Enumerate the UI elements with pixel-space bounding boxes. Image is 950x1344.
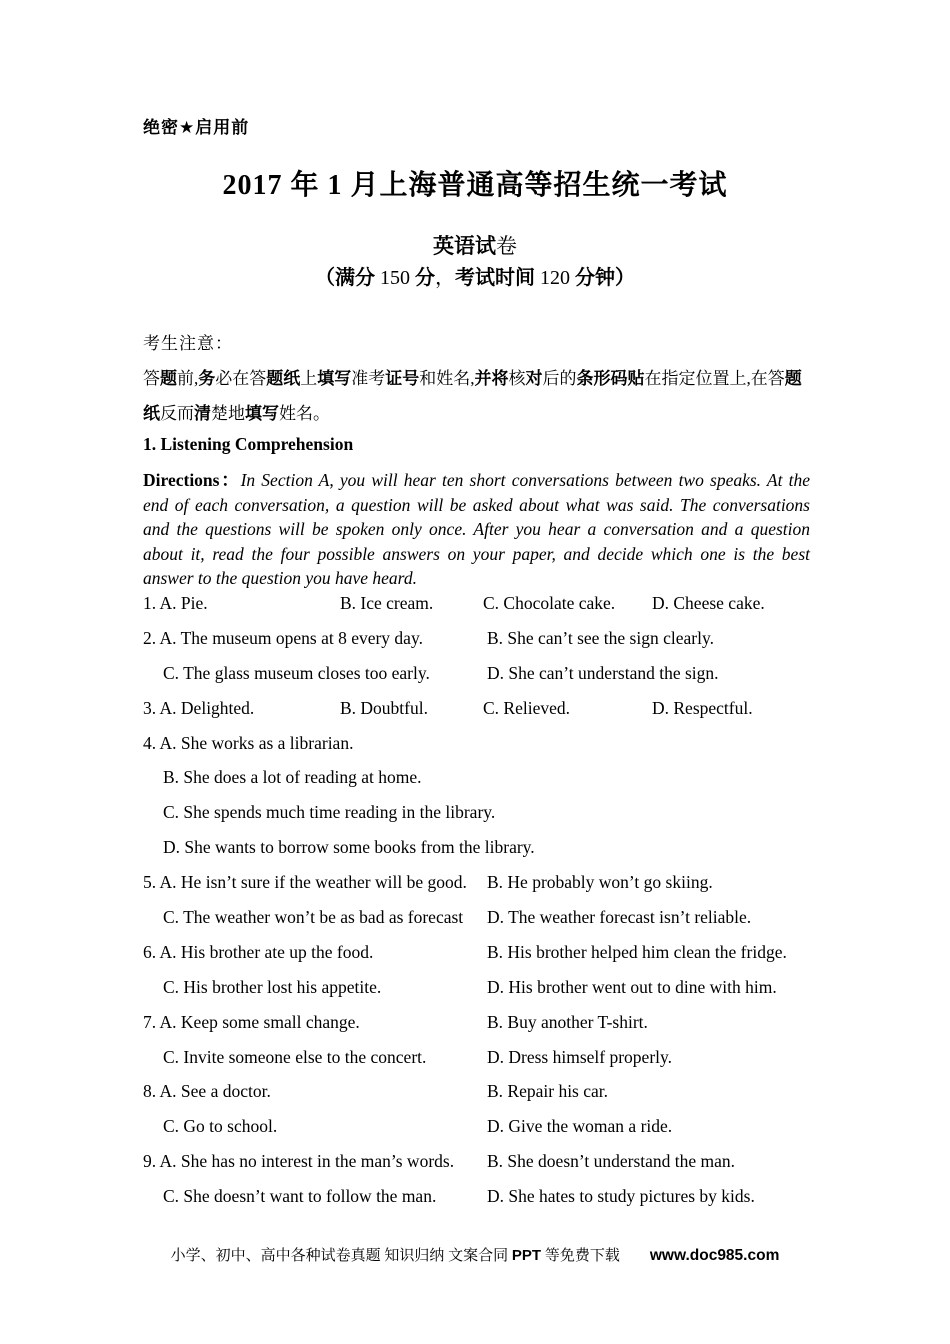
option-text: D. Cheese cake.: [652, 593, 765, 613]
question-row-3: [143, 698, 818, 733]
question-row-4c: [143, 802, 818, 837]
option-text: B. Ice cream.: [340, 593, 434, 613]
option-text: B. He probably won’t go skiing.: [487, 872, 713, 893]
directions-text: In Section A, you will hear ten short conversations between two speaks. At the end of each conversation, a question will be asked about what was said. The conversations and the questions will be spoken only once. After you hear a conversation and a question about it, read the four possible answers on your paper, and decide which one is the best answer to the question you have heard.: [143, 470, 811, 589]
question-row-1: [143, 593, 818, 628]
option-text: D. Respectful.: [652, 697, 753, 718]
exam-subtitle: 英语试卷: [433, 234, 517, 258]
option-text: 2. A. The museum opens at 8 every day.: [143, 627, 423, 648]
notice-line-1: 答题前,务必在答题纸上填写准考证号和姓名,并将核对后的条形码贴在指定位置上,在答题: [143, 369, 802, 388]
option-text: C. The weather won’t be as bad as forecast: [163, 907, 464, 928]
option-text: C. His brother lost his appetite.: [163, 976, 382, 997]
option-text: D. The weather forecast isn’t reliable.: [487, 907, 752, 928]
footer-text: 小学、初中、高中各种试卷真题 知识归纳 文案合同 PPT 等免费下载: [170, 1247, 620, 1264]
question-row-2: [143, 628, 818, 663]
option-text: 4. A. She works as a librarian.: [143, 732, 354, 753]
exam-title: 2017 年 1 月上海普通高等招生统一考试: [222, 169, 728, 201]
option-text: C. She spends much time reading in the library.: [163, 802, 496, 823]
option-text: D. She hates to study pictures by kids.: [487, 1186, 755, 1207]
classification-banner: 绝密★启用前: [143, 118, 250, 137]
question-row-2b: [143, 663, 818, 698]
page-footer: [0, 1244, 950, 1265]
option-text: C. Invite someone else to the concert.: [163, 1046, 427, 1067]
question-row-4b: [143, 767, 818, 802]
option-text: B. She doesn’t understand the man.: [487, 1151, 736, 1172]
directions-label: Directions：: [143, 470, 241, 490]
option-text: C. She doesn’t want to follow the man.: [163, 1186, 437, 1207]
question-row-8b: [143, 1116, 818, 1151]
option-text: 5. A. He isn’t sure if the weather will be good.: [143, 872, 467, 893]
question-row-5b: [143, 907, 818, 942]
option-text: C. The glass museum closes too early.: [163, 662, 430, 683]
option-text: D. Give the woman a ride.: [487, 1116, 673, 1137]
option-text: C. Relieved.: [483, 697, 570, 718]
option-text: 1. A. Pie.: [143, 593, 208, 613]
option-text: D. She wants to borrow some books from the library.: [163, 837, 535, 858]
option-text: B. Buy another T-shirt.: [487, 1011, 648, 1032]
question-row-4d: [143, 837, 818, 872]
option-text: D. She can’t understand the sign.: [487, 662, 719, 683]
question-row-6b: [143, 977, 818, 1012]
directions-paragraph: [143, 468, 810, 591]
exam-info: （满分 150 分，考试时间 120 分钟）: [315, 267, 635, 289]
option-text: C. Chocolate cake.: [483, 593, 616, 613]
notice-line-2: 纸反而清楚地填写姓名。: [143, 404, 330, 423]
notice-heading: 考生注意：: [143, 334, 233, 353]
option-text: B. His brother helped him clean the fridge.: [487, 941, 787, 962]
option-text: B. Doubtful.: [340, 697, 428, 718]
option-text: B. She does a lot of reading at home.: [163, 767, 422, 788]
option-text: C. Go to school.: [163, 1116, 278, 1137]
question-row-7: [143, 1012, 818, 1047]
footer-url: www.doc985.com: [649, 1247, 780, 1264]
question-row-9b: [143, 1186, 818, 1221]
question-row-4: [143, 733, 818, 768]
question-row-7b: [143, 1047, 818, 1082]
option-text: 7. A. Keep some small change.: [143, 1011, 360, 1032]
option-text: 3. A. Delighted.: [143, 697, 255, 718]
option-text: 9. A. She has no interest in the man’s words.: [143, 1151, 455, 1172]
question-row-9: [143, 1151, 818, 1186]
option-text: 6. A. His brother ate up the food.: [143, 941, 374, 962]
option-text: D. Dress himself properly.: [487, 1046, 673, 1067]
question-row-8: [143, 1081, 818, 1116]
option-text: B. She can’t see the sign clearly.: [487, 627, 714, 648]
option-text: D. His brother went out to dine with him.: [487, 976, 777, 997]
question-row-6: [143, 942, 818, 977]
option-text: B. Repair his car.: [487, 1081, 609, 1102]
section-heading: 1. Listening Comprehension: [143, 434, 354, 454]
question-list: [143, 593, 818, 1221]
question-row-5: [143, 872, 818, 907]
option-text: 8. A. See a doctor.: [143, 1081, 271, 1102]
